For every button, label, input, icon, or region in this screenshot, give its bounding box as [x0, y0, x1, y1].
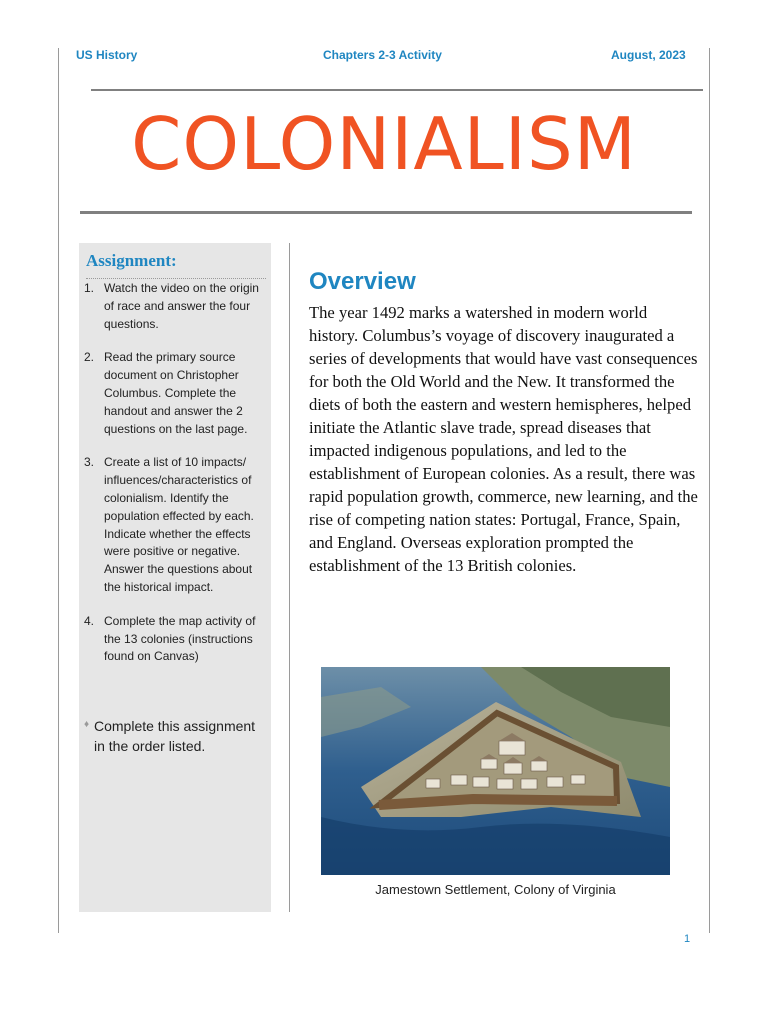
step-text: Create a list of 10 impacts/ influences/characteristics of colonialism. Identify the population effected by each. Indicate whether the effects were positive or negative. Answer the questions about the historical impact. — [104, 455, 254, 594]
step-text: Read the primary source document on Christopher Columbus. Complete the handout and answer the 2 questions on the last page. — [104, 350, 248, 436]
page-left-border — [58, 48, 59, 933]
note-text: Complete this assignment in the order listed. — [94, 718, 256, 754]
step-text: Watch the video on the origin of race and answer the four questions. — [104, 281, 259, 331]
overview-body: The year 1492 marks a watershed in modern world history. Columbus’s voyage of discovery inaugurated a series of developments that would have vast consequences for both the Old World and the New. It transformed the diets of both the eastern and western hemispheres, helped initiate the Atlantic slave trade, spread diseases that impacted indigenous populations, and led to the establishment of European colonies. As a result, there was rapid population growth, commerce, new learning, and the rise of competing nation states: Portugal, France, Spain, and England. Overseas exploration prompted the establishment of the 13 British colonies. — [309, 303, 698, 575]
list-item — [79, 454, 264, 596]
page-title: COLONIALISM — [131, 102, 637, 186]
title-rule — [80, 211, 692, 214]
order-note — [84, 713, 264, 756]
top-rule — [91, 89, 703, 91]
jamestown-picture — [321, 667, 670, 875]
sidebar-heading: Assignment: — [86, 251, 177, 270]
header-subject: US History — [76, 48, 138, 62]
page-right-border — [709, 48, 710, 933]
list-item — [79, 280, 264, 333]
step-text: Complete the map activity of the 13 colonies (instructions found on Canvas) — [104, 613, 256, 664]
overview-heading: Overview — [309, 268, 416, 295]
list-item — [79, 613, 264, 666]
header-date: August, 2023 — [611, 48, 686, 62]
column-divider — [289, 243, 290, 912]
assignment-steps — [79, 280, 264, 682]
picture-caption: Jamestown Settlement, Colony of Virginia — [375, 882, 616, 897]
list-item — [79, 349, 264, 438]
step-number: 1. — [84, 281, 95, 295]
step-number: 4. — [84, 613, 95, 628]
diamond-bullet-icon: ♦ — [84, 719, 90, 730]
header-chapter: Chapters 2-3 Activity — [323, 48, 442, 62]
step-number: 2. — [84, 350, 95, 365]
step-number: 3. — [84, 455, 95, 470]
assignment-sidebar — [79, 243, 271, 912]
page-number: 1 — [684, 933, 691, 945]
heading-dotted-rule — [86, 278, 266, 279]
